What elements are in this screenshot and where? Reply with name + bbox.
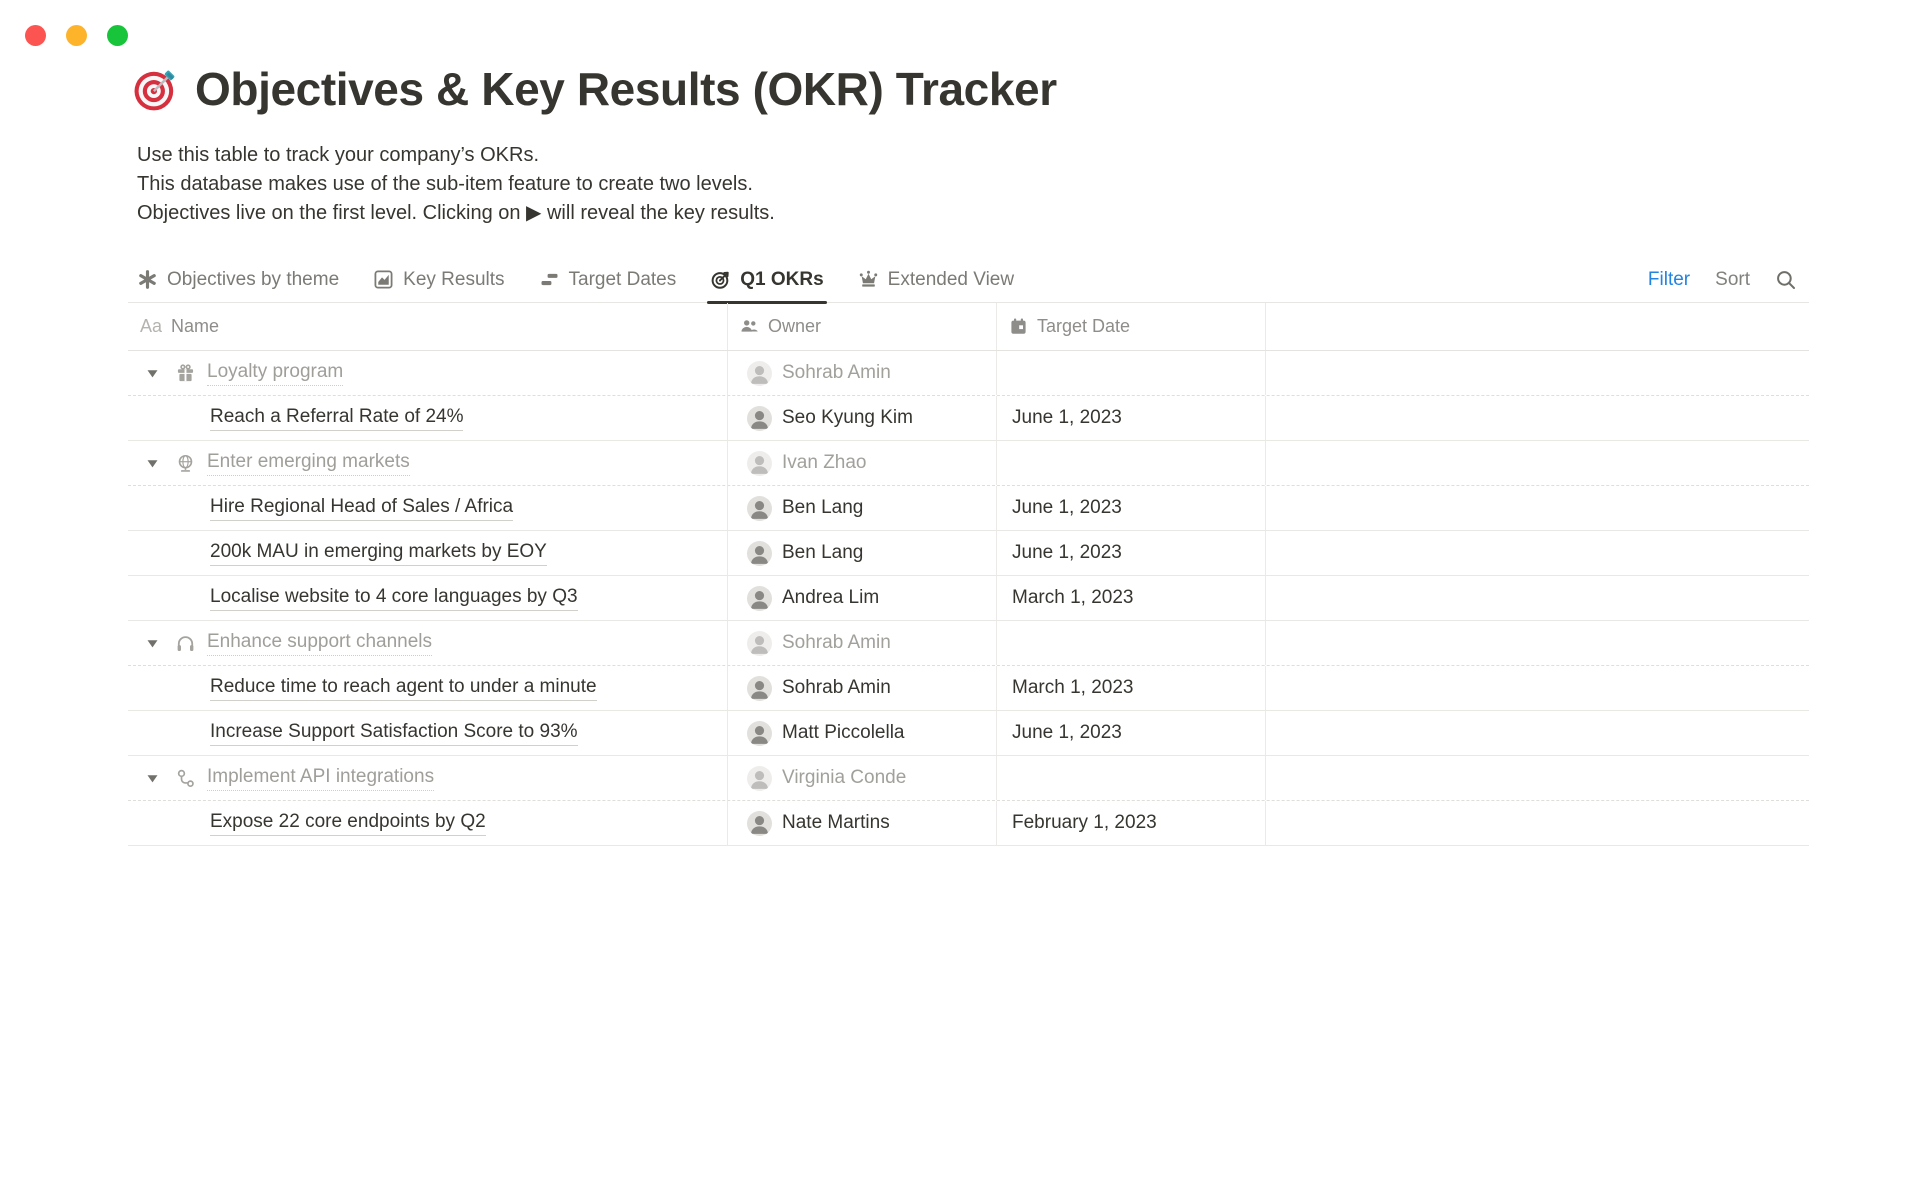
view-tabs: [128, 257, 1014, 302]
avatar: [747, 361, 772, 386]
row-expand-toggle[interactable]: [142, 637, 162, 650]
owner-cell[interactable]: [728, 441, 997, 485]
target-date-cell[interactable]: [997, 486, 1266, 530]
column-header-owner[interactable]: [728, 303, 997, 350]
owner-cell[interactable]: [728, 711, 997, 755]
row-name[interactable]: Enhance support channels: [207, 630, 432, 656]
row-name[interactable]: Increase Support Satisfaction Score to 93%: [210, 720, 578, 746]
search-icon[interactable]: [1775, 269, 1797, 291]
owner-name: Sohrab Amin: [782, 677, 891, 698]
chart-icon: [373, 269, 394, 290]
owner-name: Ivan Zhao: [782, 452, 867, 473]
name-cell[interactable]: [128, 711, 728, 755]
owner-cell[interactable]: [728, 756, 997, 800]
tab-label: Objectives by theme: [167, 268, 340, 290]
target-date-cell[interactable]: [997, 711, 1266, 755]
timeline-icon: [539, 269, 560, 290]
table-header-row: [128, 303, 1809, 351]
name-cell[interactable]: [128, 666, 728, 710]
objective-row[interactable]: [128, 441, 1809, 486]
name-cell[interactable]: [128, 621, 728, 665]
owner-name: Ben Lang: [782, 497, 864, 518]
target-date-cell[interactable]: [997, 666, 1266, 710]
owner-name: Nate Martins: [782, 812, 890, 833]
tab-objectives-by-theme[interactable]: [137, 257, 339, 302]
target-date-cell[interactable]: [997, 351, 1266, 395]
target-date: February 1, 2023: [1012, 812, 1157, 833]
globe-icon: [175, 453, 196, 474]
description-line: Use this table to track your company’s OKRs.: [137, 144, 540, 166]
name-cell[interactable]: [128, 576, 728, 620]
workflow-icon: [175, 768, 196, 789]
okr-table: [128, 303, 1809, 846]
empty-cell[interactable]: [1266, 441, 1809, 485]
key-result-row[interactable]: [128, 576, 1809, 621]
empty-cell[interactable]: [1266, 486, 1809, 530]
close-window-button[interactable]: [25, 25, 46, 46]
column-label: Name: [171, 316, 220, 336]
name-cell[interactable]: [128, 531, 728, 575]
owner-cell[interactable]: [728, 576, 997, 620]
empty-cell[interactable]: [1266, 531, 1809, 575]
page-title-text: Objectives & Key Results (OKR) Tracker: [195, 63, 1057, 115]
name-cell[interactable]: [128, 441, 728, 485]
database-toolbar: [128, 257, 1809, 303]
empty-cell[interactable]: [1266, 756, 1809, 800]
row-name[interactable]: Localise website to 4 core languages by Q3: [210, 585, 578, 611]
avatar: [747, 586, 772, 611]
avatar: [747, 811, 772, 836]
column-header-spacer: [1266, 303, 1809, 350]
description-line: Objectives live on the first level. Clicking on ▶ will reveal the key results.: [137, 202, 775, 224]
target-date: June 1, 2023: [1012, 722, 1122, 743]
empty-cell[interactable]: [1266, 621, 1809, 665]
avatar: [747, 676, 772, 701]
asterisk-icon: [137, 269, 158, 290]
owner-cell[interactable]: [728, 666, 997, 710]
row-name[interactable]: Loyalty program: [207, 360, 343, 386]
window-controls: [25, 25, 128, 46]
owner-cell[interactable]: [728, 621, 997, 665]
row-name[interactable]: Expose 22 core endpoints by Q2: [210, 810, 486, 836]
sort-button[interactable]: Sort: [1715, 268, 1750, 290]
row-expand-toggle[interactable]: [142, 772, 162, 785]
avatar: [747, 631, 772, 656]
target-date: June 1, 2023: [1012, 497, 1122, 518]
row-expand-toggle[interactable]: [142, 367, 162, 380]
objective-row[interactable]: [128, 756, 1809, 801]
target-date: June 1, 2023: [1012, 542, 1122, 563]
objective-row[interactable]: [128, 621, 1809, 666]
target-date-cell[interactable]: [997, 801, 1266, 845]
text-type-icon: Aa: [140, 316, 163, 336]
key-result-row[interactable]: [128, 711, 1809, 756]
avatar: [747, 406, 772, 431]
target-date: March 1, 2023: [1012, 677, 1134, 698]
owner-cell[interactable]: [728, 351, 997, 395]
page-description: [137, 141, 775, 228]
row-expand-toggle[interactable]: [142, 457, 162, 470]
target-date: March 1, 2023: [1012, 587, 1134, 608]
empty-cell[interactable]: [1266, 351, 1809, 395]
name-cell[interactable]: [128, 351, 728, 395]
owner-name: Matt Piccolella: [782, 722, 905, 743]
objective-row[interactable]: [128, 351, 1809, 396]
avatar: [747, 496, 772, 521]
empty-cell[interactable]: [1266, 576, 1809, 620]
tab-label: Key Results: [403, 268, 505, 290]
calendar-icon: [1009, 317, 1028, 336]
avatar: [747, 721, 772, 746]
triangle-down-icon: [146, 457, 159, 470]
key-result-row[interactable]: [128, 666, 1809, 711]
target-date-cell[interactable]: [997, 441, 1266, 485]
toolbar-actions: [1648, 269, 1809, 291]
triangle-down-icon: [146, 367, 159, 380]
key-result-row[interactable]: [128, 486, 1809, 531]
row-name[interactable]: Reach a Referral Rate of 24%: [210, 405, 463, 431]
gift-icon: [175, 363, 196, 384]
name-cell[interactable]: [128, 396, 728, 440]
tab-key-results[interactable]: [373, 257, 504, 302]
tab-q1-okrs[interactable]: [710, 257, 823, 302]
target-icon: [710, 269, 731, 290]
filter-button[interactable]: Filter: [1647, 268, 1691, 290]
owner-name: Virginia Conde: [782, 767, 907, 788]
name-cell[interactable]: [128, 801, 728, 845]
headphones-icon: [175, 633, 196, 654]
target-date-cell[interactable]: [997, 396, 1266, 440]
tab-label: Target Dates: [568, 268, 677, 290]
owner-name: Sohrab Amin: [782, 362, 891, 383]
empty-cell[interactable]: [1266, 396, 1809, 440]
dartboard-emoji: [134, 66, 180, 112]
owner-name: Andrea Lim: [782, 587, 880, 608]
triangle-down-icon: [146, 637, 159, 650]
minimize-window-button[interactable]: [66, 25, 87, 46]
name-cell[interactable]: [128, 486, 728, 530]
description-line: This database makes use of the sub-item feature to create two levels.: [137, 173, 753, 195]
empty-cell[interactable]: [1266, 801, 1809, 845]
triangle-down-icon: [146, 772, 159, 785]
row-name[interactable]: Implement API integrations: [207, 765, 434, 791]
zoom-window-button[interactable]: [107, 25, 128, 46]
tab-extended-view[interactable]: [858, 257, 1014, 302]
tab-label: Extended View: [887, 268, 1015, 290]
key-result-row[interactable]: [128, 531, 1809, 576]
owner-name: Ben Lang: [782, 542, 864, 563]
target-date-cell[interactable]: [997, 576, 1266, 620]
row-name[interactable]: Hire Regional Head of Sales / Africa: [210, 495, 513, 521]
row-name[interactable]: Enter emerging markets: [207, 450, 410, 476]
tab-label: Q1 OKRs: [740, 268, 824, 290]
table-body: [128, 351, 1809, 846]
people-icon: [740, 317, 759, 336]
target-date-cell[interactable]: [997, 531, 1266, 575]
key-result-row[interactable]: [128, 801, 1809, 846]
owner-name: Seo Kyung Kim: [782, 407, 913, 428]
column-header-name[interactable]: [128, 303, 728, 350]
row-name[interactable]: Reduce time to reach agent to under a minute: [210, 675, 597, 701]
empty-cell[interactable]: [1266, 711, 1809, 755]
page-title: [134, 62, 1057, 116]
empty-cell[interactable]: [1266, 666, 1809, 710]
key-result-row[interactable]: [128, 396, 1809, 441]
avatar: [747, 766, 772, 791]
owner-cell[interactable]: [728, 801, 997, 845]
owner-cell[interactable]: [728, 531, 997, 575]
column-header-target-date[interactable]: [997, 303, 1266, 350]
name-cell[interactable]: [128, 756, 728, 800]
owner-name: Sohrab Amin: [782, 632, 891, 653]
row-name[interactable]: 200k MAU in emerging markets by EOY: [210, 540, 547, 566]
tab-target-dates[interactable]: [539, 257, 677, 302]
target-date-cell[interactable]: [997, 621, 1266, 665]
avatar: [747, 541, 772, 566]
column-label: Target Date: [1037, 316, 1131, 336]
avatar: [747, 451, 772, 476]
target-date: June 1, 2023: [1012, 407, 1122, 428]
target-date-cell[interactable]: [997, 756, 1266, 800]
crown-icon: [858, 269, 879, 290]
owner-cell[interactable]: [728, 396, 997, 440]
owner-cell[interactable]: [728, 486, 997, 530]
column-label: Owner: [768, 316, 822, 336]
